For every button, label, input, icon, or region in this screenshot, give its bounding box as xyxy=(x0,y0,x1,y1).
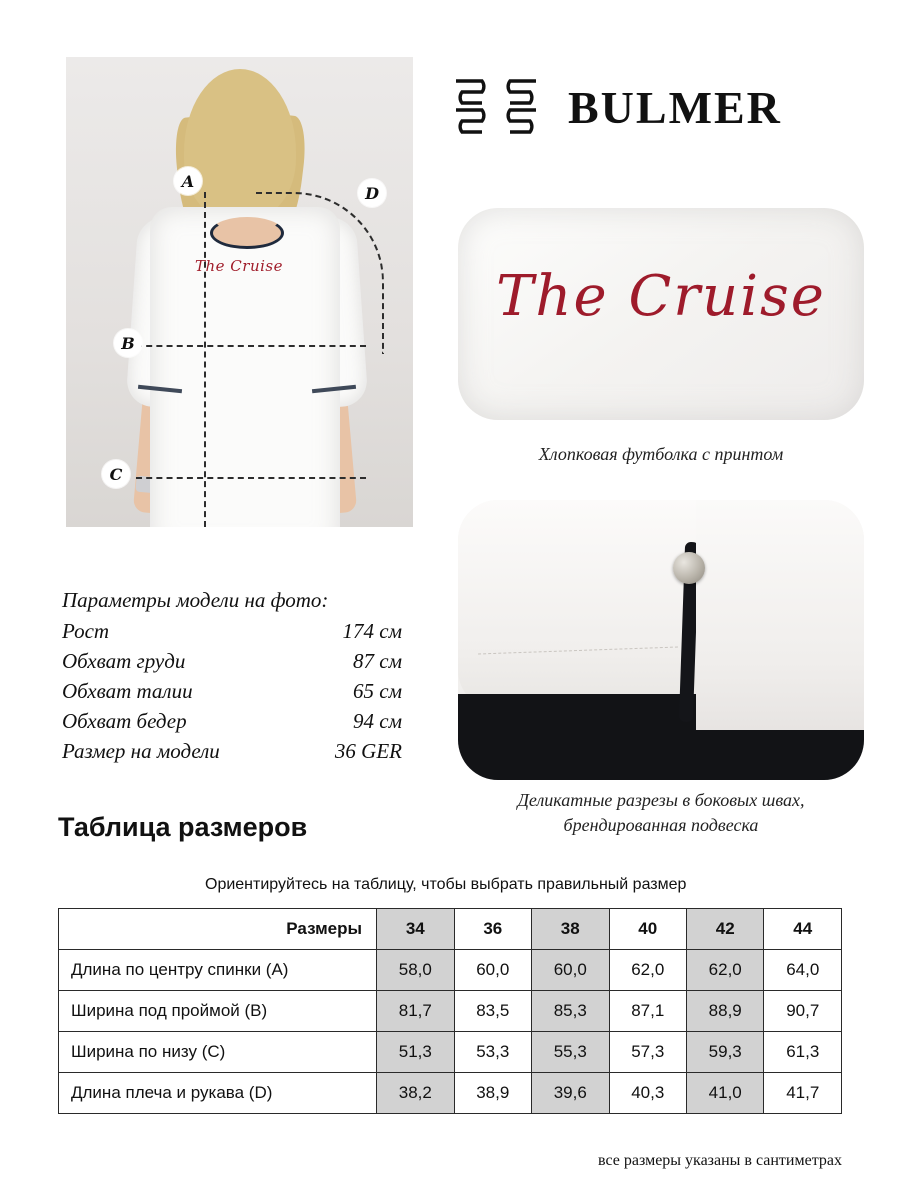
measure-guide-c xyxy=(136,477,366,479)
bulmer-monogram-icon xyxy=(450,76,542,138)
measurement-value: 62,0 xyxy=(609,950,686,991)
size-column-header: 38 xyxy=(532,909,609,950)
model-parameters xyxy=(62,588,402,764)
table-row xyxy=(59,991,842,1032)
detail-photo-print xyxy=(458,208,864,420)
caption-hem: Деликатные разрезы в боковых швах, брендированная подвеска xyxy=(517,790,805,835)
size-table-title: Таблица размеров xyxy=(58,812,308,842)
model-parameter-label: Обхват бедер xyxy=(62,709,187,733)
measure-marker-b: B xyxy=(114,329,142,357)
branded-pendant-icon xyxy=(673,552,705,584)
tshirt-chest-print: The Cruise xyxy=(195,257,283,275)
measurement-value: 38,2 xyxy=(377,1073,454,1114)
size-table-note: все размеры указаны в сантиметрах xyxy=(598,1152,842,1169)
model-parameter-label: Обхват талии xyxy=(62,679,193,703)
measurement-value: 83,5 xyxy=(454,991,531,1032)
model-parameter-row xyxy=(62,709,402,734)
measurement-value: 55,3 xyxy=(532,1032,609,1073)
size-column-header: 44 xyxy=(764,909,842,950)
size-table-header-label: Размеры xyxy=(59,909,377,950)
measurement-value: 88,9 xyxy=(686,991,763,1032)
model-parameter-label: Рост xyxy=(62,619,110,643)
measurement-value: 85,3 xyxy=(532,991,609,1032)
measurement-value: 51,3 xyxy=(377,1032,454,1073)
table-row xyxy=(59,1032,842,1073)
measurement-label: Длина по центру спинки (A) xyxy=(59,950,377,991)
measurement-value: 38,9 xyxy=(454,1073,531,1114)
caption-print: Хлопковая футболка с принтом xyxy=(538,444,784,464)
measure-marker-d: D xyxy=(358,179,386,207)
measurement-value: 60,0 xyxy=(454,950,531,991)
measurement-label: Длина плеча и рукава (D) xyxy=(59,1073,377,1114)
measurement-value: 90,7 xyxy=(764,991,842,1032)
model-parameter-value: 94 см xyxy=(353,709,402,733)
hem-right-panel xyxy=(696,500,864,730)
size-table xyxy=(58,908,842,1114)
size-table-hint: Ориентируйтесь на таблицу, чтобы выбрать правильный размер xyxy=(205,876,687,893)
measure-marker-c: C xyxy=(102,460,130,488)
table-row xyxy=(59,950,842,991)
model-parameter-value: 174 см xyxy=(342,619,402,643)
measure-marker-a: A xyxy=(174,167,202,195)
measurement-value: 87,1 xyxy=(609,991,686,1032)
measurement-value: 60,0 xyxy=(532,950,609,991)
measurement-value: 58,0 xyxy=(377,950,454,991)
table-header-row xyxy=(59,909,842,950)
measurement-value: 64,0 xyxy=(764,950,842,991)
model-parameter-value: 87 см xyxy=(353,649,402,673)
model-parameter-row xyxy=(62,649,402,674)
model-photo xyxy=(66,57,413,527)
measurement-value: 81,7 xyxy=(377,991,454,1032)
measurement-value: 39,6 xyxy=(532,1073,609,1114)
size-column-header: 34 xyxy=(377,909,454,950)
brand-header xyxy=(450,68,874,146)
detail-photo-hem xyxy=(458,500,864,780)
model-parameter-value: 36 GER xyxy=(334,739,402,763)
model-parameter-label: Обхват груди xyxy=(62,649,186,673)
measurement-value: 62,0 xyxy=(686,950,763,991)
embroidered-print-text: The Cruise xyxy=(496,264,826,329)
measurement-value: 40,3 xyxy=(609,1073,686,1114)
model-parameter-value: 65 см xyxy=(353,679,402,703)
measurement-value: 53,3 xyxy=(454,1032,531,1073)
measurement-value: 59,3 xyxy=(686,1032,763,1073)
model-parameter-row xyxy=(62,619,402,644)
measurement-label: Ширина под проймой (B) xyxy=(59,991,377,1032)
measurement-value: 61,3 xyxy=(764,1032,842,1073)
model-parameter-row xyxy=(62,679,402,704)
size-column-header: 40 xyxy=(609,909,686,950)
measurement-value: 41,7 xyxy=(764,1073,842,1114)
size-column-header: 42 xyxy=(686,909,763,950)
model-parameter-label: Размер на модели xyxy=(62,739,220,763)
table-row xyxy=(59,1073,842,1114)
measurement-value: 57,3 xyxy=(609,1032,686,1073)
model-parameter-row xyxy=(62,739,402,764)
brand-name: BULMER xyxy=(568,81,782,133)
size-column-header: 36 xyxy=(454,909,531,950)
measurement-value: 41,0 xyxy=(686,1073,763,1114)
measurement-label: Ширина по низу (C) xyxy=(59,1032,377,1073)
model-parameters-title: Параметры модели на фото: xyxy=(62,588,329,612)
measure-guide-b xyxy=(136,345,366,347)
